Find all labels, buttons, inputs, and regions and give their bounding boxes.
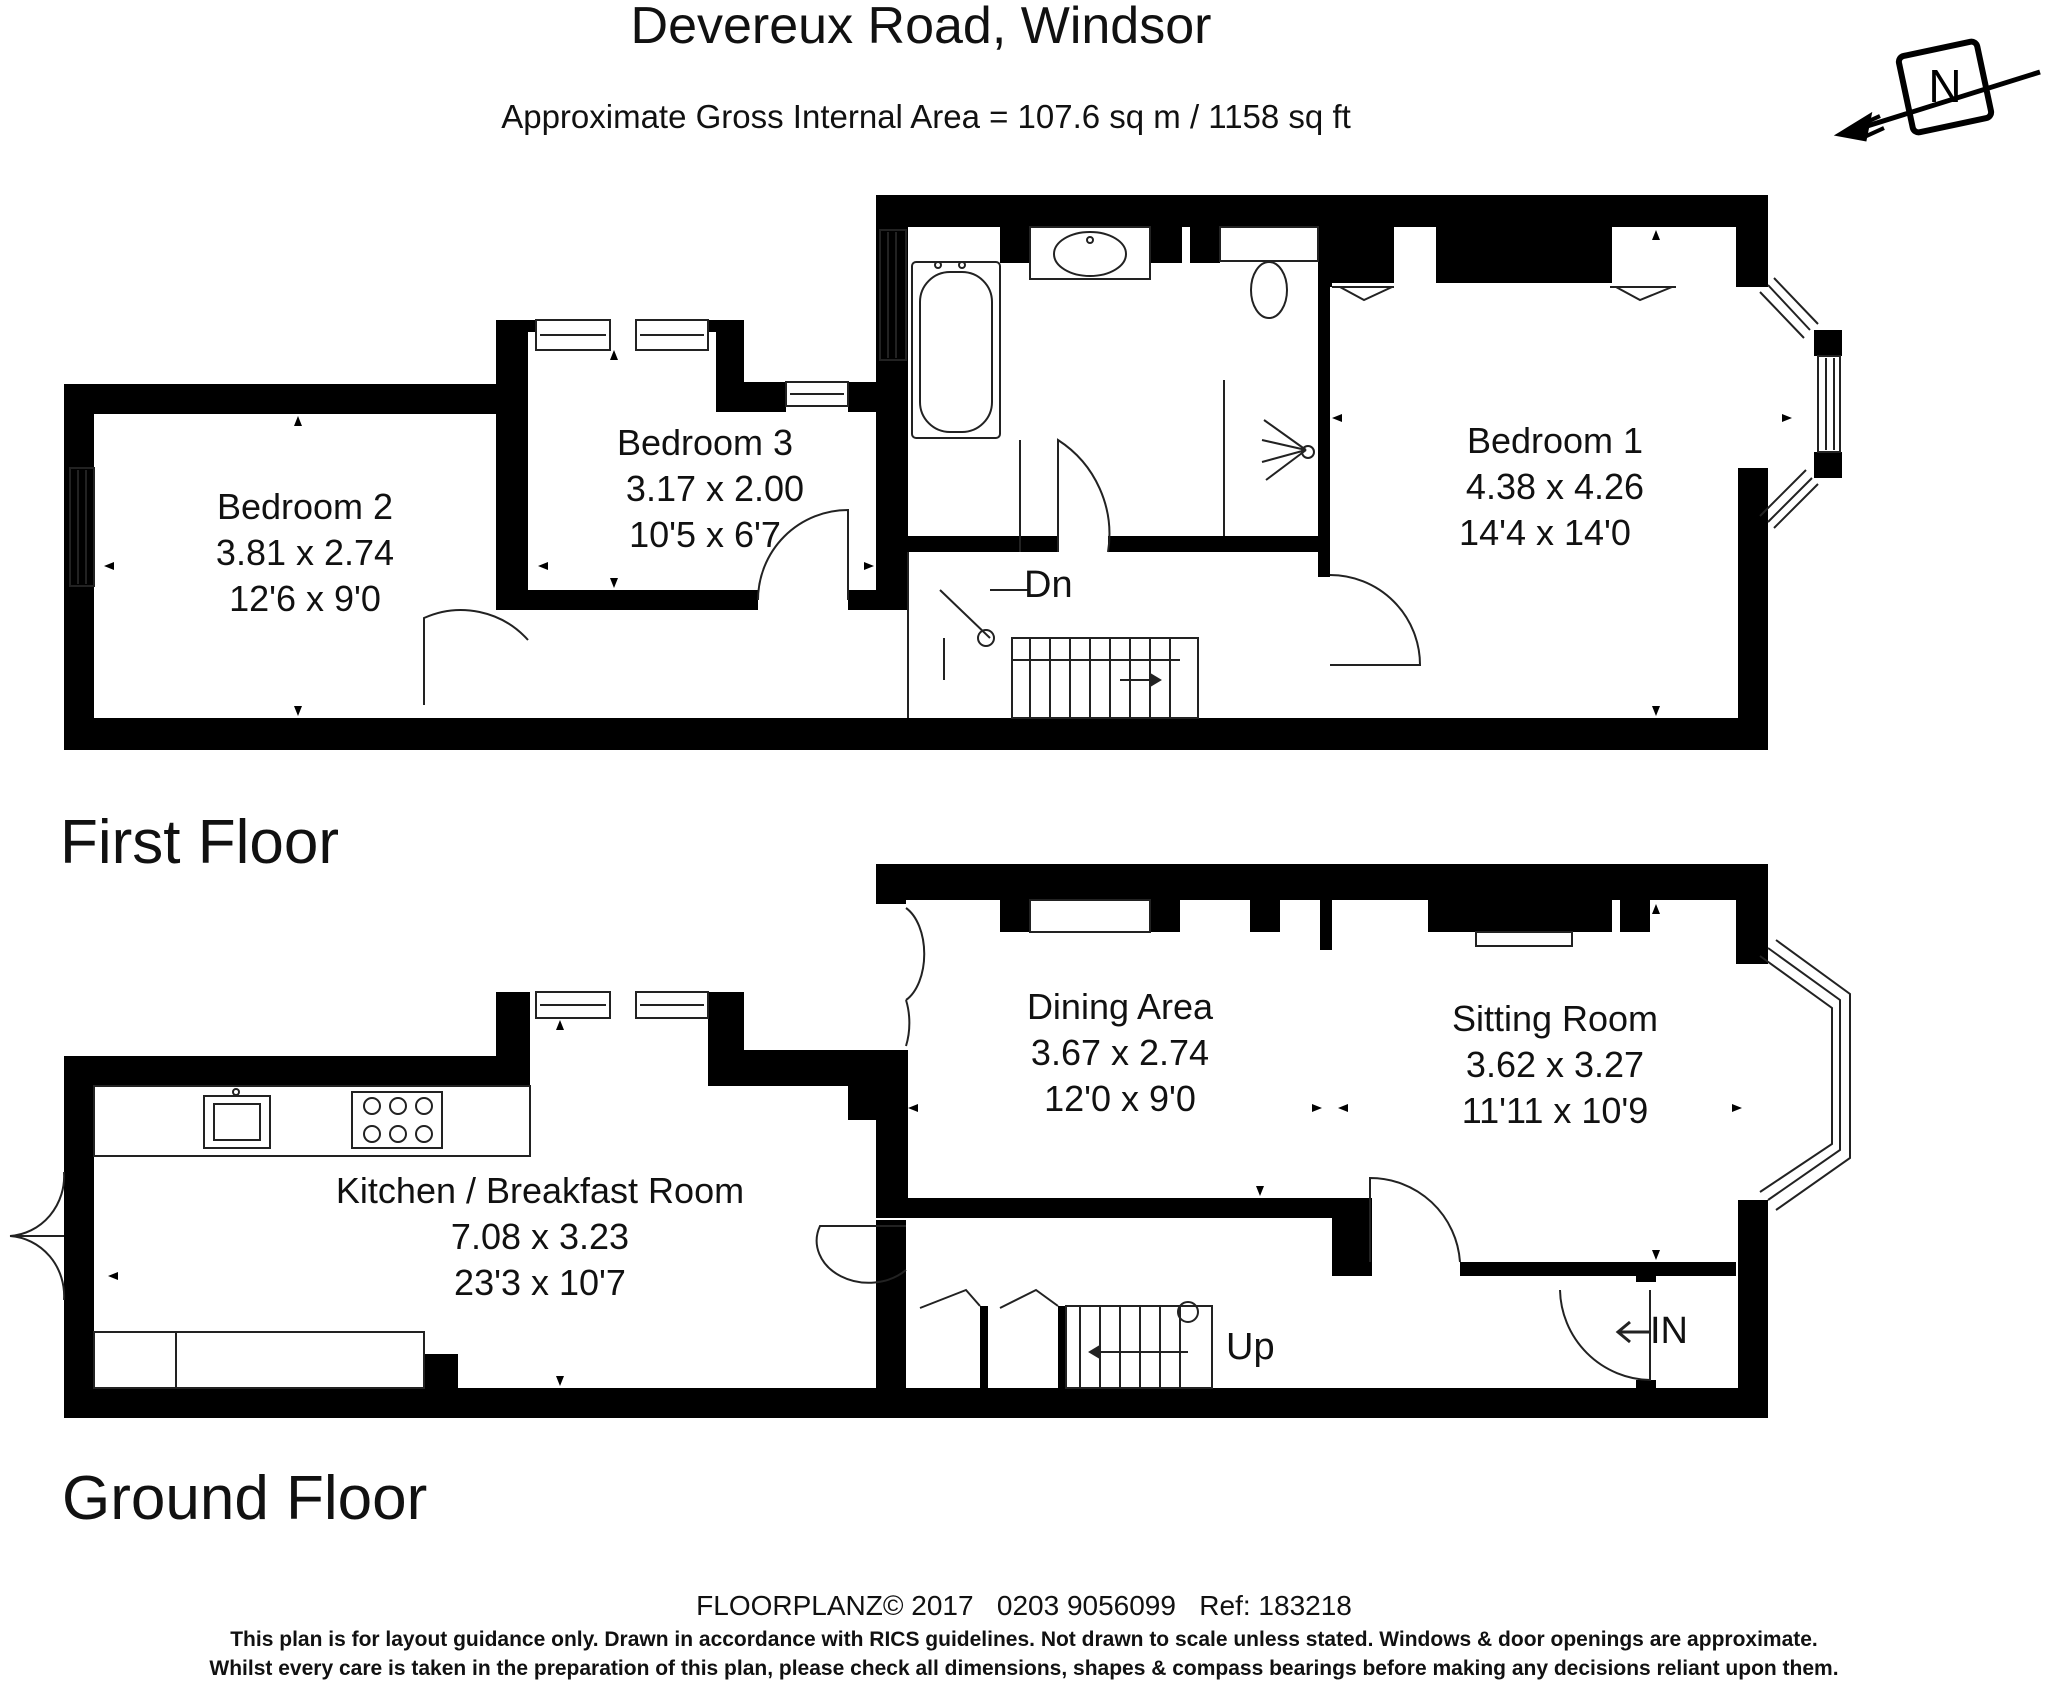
room-kitchen-breakfast	[290, 1168, 790, 1306]
room-imperial: 11'11 x 10'9	[1461, 1090, 1649, 1131]
footer-credit: FLOORPLANZ© 2017 0203 9056099 Ref: 183218	[696, 1590, 1352, 1621]
room-metric: 3.62 x 3.27	[1465, 1044, 1645, 1085]
room-name: Bedroom 3	[616, 422, 794, 463]
room-metric: 3.17 x 2.00	[625, 468, 805, 509]
stairs-up-label: Up	[1226, 1326, 1275, 1368]
room-metric: 3.67 x 2.74	[1030, 1032, 1210, 1073]
room-metric: 7.08 x 3.23	[450, 1216, 630, 1257]
room-name: Sitting Room	[1451, 998, 1659, 1039]
plan-title: Devereux Road, Windsor	[630, 0, 1212, 55]
svg-text:N: N	[1928, 60, 1962, 112]
room-dining-area	[995, 984, 1245, 1122]
room-bedroom-1	[1430, 418, 1680, 556]
entrance-label: IN	[1650, 1310, 1688, 1352]
footer-disclaimer-2: Whilst every care is taken in the preparation of this plan, please check all dimensions, shapes & compass bearings before making any decisions reliant upon them.	[209, 1657, 1839, 1680]
ground-floor-fixtures	[10, 900, 1850, 1388]
room-imperial: 10'5 x 6'7	[629, 514, 781, 555]
room-metric: 3.81 x 2.74	[215, 532, 395, 573]
room-imperial: 12'6 x 9'0	[229, 578, 381, 619]
north-arrow-icon	[1842, 41, 2040, 138]
first-floor-label: First Floor	[60, 808, 339, 877]
stairs-down-label: Dn	[1024, 564, 1073, 606]
gross-area-text: Approximate Gross Internal Area = 107.6 sq m / 1158 sq ft	[501, 98, 1351, 135]
room-sitting-room	[1430, 996, 1680, 1134]
ground-floor-walls	[64, 864, 1768, 1418]
room-imperial: 14'4 x 14'0	[1459, 512, 1631, 553]
room-name: Dining Area	[1026, 986, 1214, 1027]
room-imperial: 12'0 x 9'0	[1044, 1078, 1196, 1119]
room-bedroom-3	[580, 420, 830, 558]
room-bedroom-2	[180, 484, 430, 622]
room-name: Kitchen / Breakfast Room	[335, 1170, 745, 1211]
ground-floor-label: Ground Floor	[62, 1464, 428, 1533]
room-name: Bedroom 2	[216, 486, 394, 527]
room-imperial: 23'3 x 10'7	[454, 1262, 626, 1303]
footer-disclaimer-1: This plan is for layout guidance only. Drawn in accordance with RICS guidelines. Not drawn to scale unless stated. Windows & door openings are approximate.	[230, 1628, 1818, 1651]
room-metric: 4.38 x 4.26	[1465, 466, 1645, 507]
room-name: Bedroom 1	[1466, 420, 1644, 461]
